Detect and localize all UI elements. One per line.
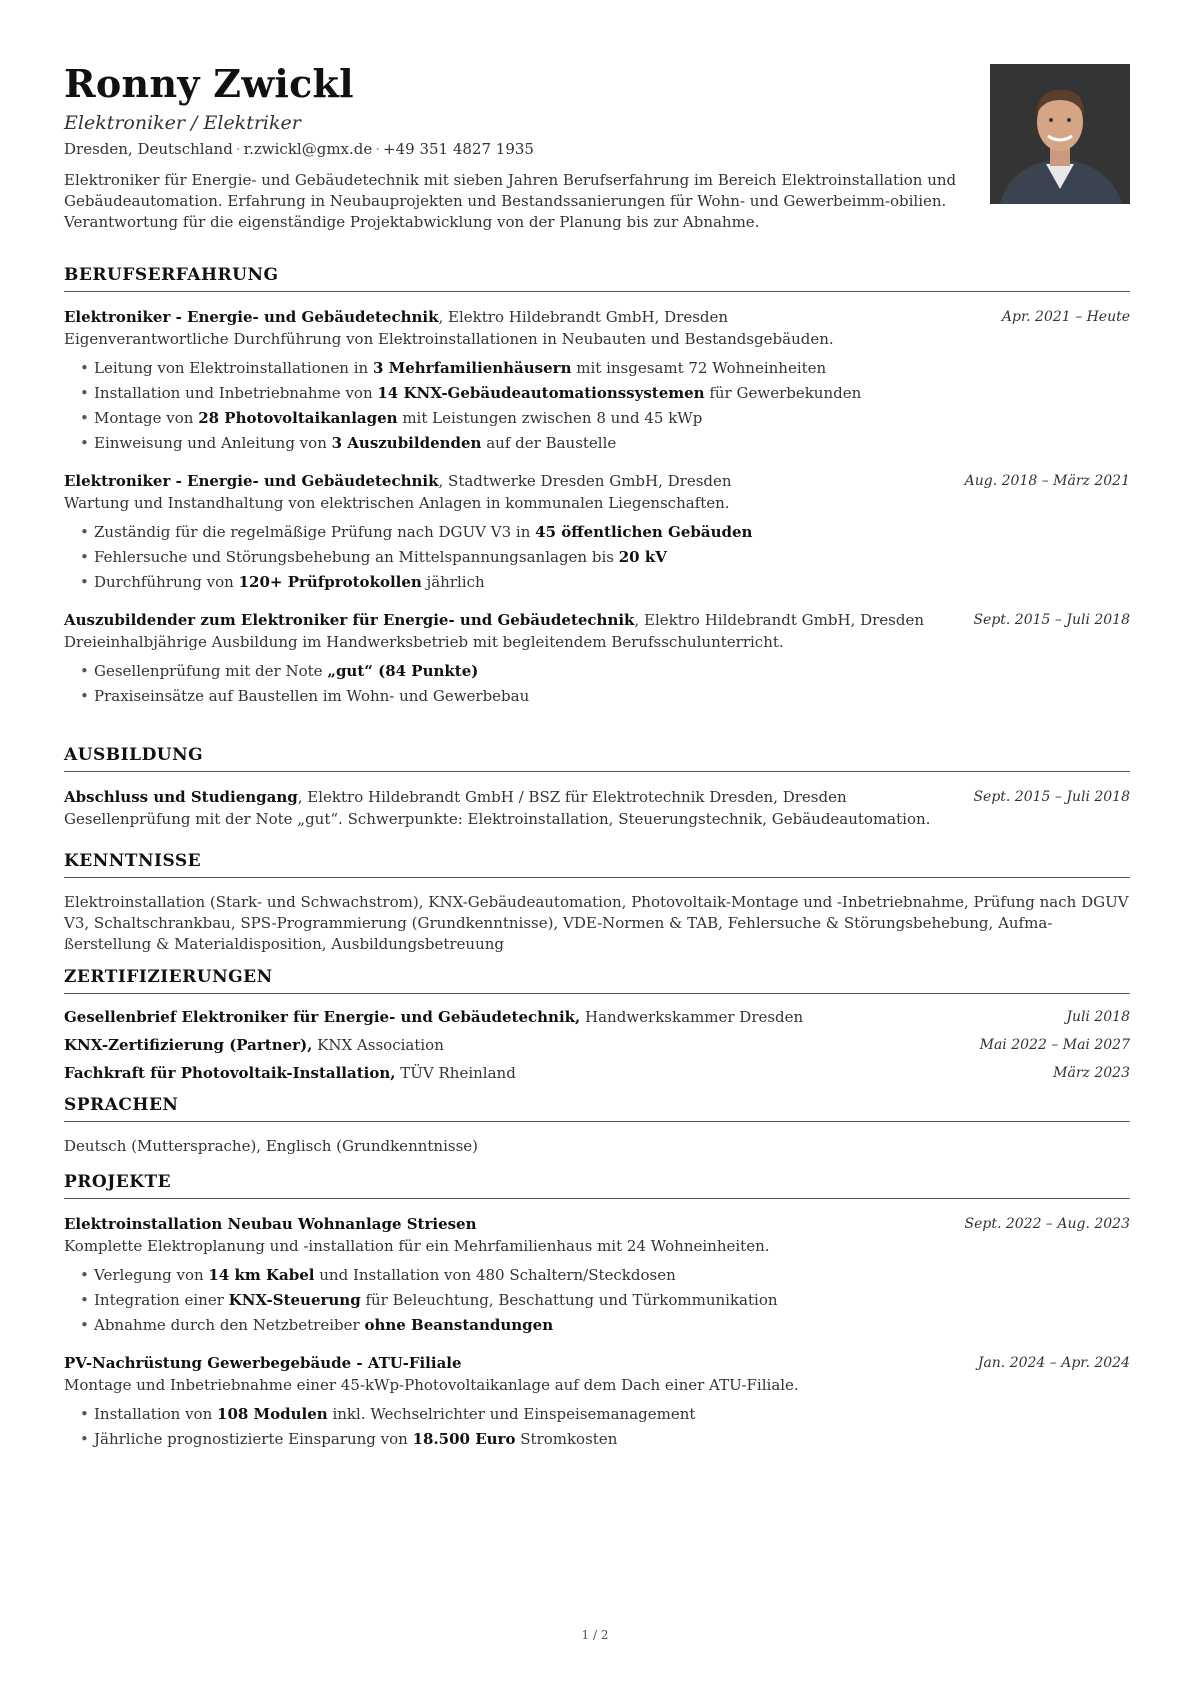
section-heading-languages: SPRACHEN <box>64 1095 1130 1122</box>
profile-summary: Elektroniker für Energie- und Gebäudetechnik mit sieben Jahren Berufserfahrung im Bereich Elektroinstallation und Gebäudeautomation. Erfahrung in Neubauprojekten und Bestandssanierungen für Wohn- und Gewerbeimm-obilien. Verantwortung für die eigenständige Projektabwicklung von der Planung bis zur Abnahme. <box>64 171 957 231</box>
certification-issuer: Handwerkskammer Dresden <box>580 1008 804 1026</box>
resume-page <box>64 61 1130 1448</box>
email-link[interactable]: r.zwickl@gmx.de <box>243 140 373 158</box>
education-description: Gesellenprüfung mit der Note „gut“. Schwerpunkte: Elektroinstallation, Steuerungstechnik, Gebäudeautomation. <box>64 810 931 828</box>
bullet-item: • Montage von 28 Photovoltaikanlagen mit Leistungen zwischen 8 und 45 kWp <box>94 406 1130 431</box>
job-date: Sept. 2015 – Juli 2018 <box>973 612 1130 628</box>
education-entry <box>64 786 1130 830</box>
job-description: Dreieinhalbjährige Ausbildung im Handwerksbetrieb mit begleitendem Berufsschulunterricht. <box>64 633 784 651</box>
certification-name: Gesellenbrief Elektroniker für Energie- und Gebäudetechnik, <box>64 1008 581 1026</box>
languages-text: Deutsch (Muttersprache), Englisch (Grundkenntnisse) <box>64 1137 478 1155</box>
section-heading-projects: PROJEKTE <box>64 1172 1130 1199</box>
certifications-section <box>64 967 1130 1084</box>
bullet-item: • Jährliche prognostizierte Einsparung von 18.500 Euro Stromkosten <box>94 1427 1130 1452</box>
project-date: Sept. 2022 – Aug. 2023 <box>964 1216 1130 1232</box>
bullet-item: • Integration einer KNX-Steuerung für Beleuchtung, Beschattung und Türkommunikation <box>94 1288 1130 1313</box>
degree: Abschluss und Studiengang <box>64 788 298 806</box>
bullet-item: • Installation von 108 Modulen inkl. Wechselrichter und Einspeisemanagement <box>94 1402 1130 1427</box>
project-description: Komplette Elektroplanung und -installation für ein Mehrfamilienhaus mit 24 Wohneinheiten. <box>64 1237 770 1255</box>
page-number: 1 / 2 <box>581 1628 609 1642</box>
project-bullets <box>64 1402 1130 1452</box>
bullet-item: • Abnahme durch den Netzbetreiber ohne Beanstandungen <box>94 1313 1130 1338</box>
certification-issuer: KNX Association <box>312 1036 444 1054</box>
education-section <box>64 745 1130 830</box>
job-company: , Elektro Hildebrandt GmbH, Dresden <box>634 611 924 629</box>
bullet-item: • Fehlersuche und Störungsbehebung an Mittelspannungsanlagen bis 20 kV <box>94 545 1130 570</box>
bullet-item: • Verlegung von 14 km Kabel und Installation von 480 Schaltern/Steckdosen <box>94 1263 1130 1288</box>
candidate-name: Ronny Zwickl <box>64 61 354 106</box>
job-entry <box>64 609 1130 709</box>
contact-line: Dresden, Deutschland · r.zwickl@gmx.de · +49 351 4827 1935 <box>64 140 534 158</box>
education-date: Sept. 2015 – Juli 2018 <box>973 789 1130 805</box>
certification-name: Fachkraft für Photovoltaik-Installation, <box>64 1064 396 1082</box>
bullet-item: • Durchführung von 120+ Prüfprotokollen jährlich <box>94 570 1130 595</box>
certification-item <box>64 1034 1130 1056</box>
bullet-item: • Einweisung und Anleitung von 3 Auszubildenden auf der Baustelle <box>94 431 1130 456</box>
bullet-item: • Zuständig für die regelmäßige Prüfung nach DGUV V3 in 45 öffentlichen Gebäuden <box>94 520 1130 545</box>
profile-photo <box>990 64 1130 204</box>
certification-name: KNX-Zertifizierung (Partner), <box>64 1036 313 1054</box>
certification-item <box>64 1006 1130 1028</box>
section-heading-skills: KENNTNISSE <box>64 851 1130 878</box>
job-company: , Elektro Hildebrandt GmbH, Dresden <box>438 308 729 326</box>
skills-section <box>64 851 1130 955</box>
location: Dresden, Deutschland <box>64 140 233 158</box>
section-heading-education: AUSBILDUNG <box>64 745 1130 772</box>
bullet-item: • Installation und Inbetriebnahme von 14 KNX-Gebäudeautomationssystemen für Gewerbekunden <box>94 381 1130 406</box>
job-role: Elektroniker - Energie- und Gebäudetechnik <box>64 472 439 490</box>
job-date: Aug. 2018 – März 2021 <box>964 473 1130 489</box>
skills-text: Elektroinstallation (Stark- und Schwachstrom), KNX-Gebäudeautomation, Photovoltaik-Montage und -Inbetriebnahme, Prüfung nach DGUV V3, Schaltschrankbau, SPS-Programmierung (Grundkenntnisse), VDE-Normen & TAB, Fehlersuche & Störungsbehebung, Aufma-ßerstellung & Materialdisposition, Ausbildungsbetreuung <box>64 893 1129 953</box>
institution: , Elektro Hildebrandt GmbH / BSZ für Elektrotechnik Dresden, Dresden <box>297 788 847 806</box>
resume-header <box>64 62 1130 252</box>
job-description: Wartung und Instandhaltung von elektrischen Anlagen in kommunalen Liegenschaften. <box>64 494 730 512</box>
job-description: Eigenverantwortliche Durchführung von Elektroinstallationen in Neubauten und Bestandsgebäuden. <box>64 330 834 348</box>
job-title: Elektroniker / Elektriker <box>64 112 301 134</box>
job-bullets <box>64 356 1130 456</box>
section-heading-certifications: ZERTIFIZIERUNGEN <box>64 967 1130 994</box>
phone-number: +49 351 4827 1935 <box>383 140 534 158</box>
job-company: , Stadtwerke Dresden GmbH, Dresden <box>438 472 732 490</box>
languages-section <box>64 1095 1130 1157</box>
certification-date: März 2023 <box>1053 1065 1130 1081</box>
project-bullets <box>64 1263 1130 1338</box>
project-description: Montage und Inbetriebnahme einer 45-kWp-Photovoltaikanlage auf dem Dach einer ATU-Filiale. <box>64 1376 799 1394</box>
certification-item <box>64 1062 1130 1084</box>
job-date: Apr. 2021 – Heute <box>1001 309 1130 325</box>
experience-section <box>64 265 1130 709</box>
project-date: Jan. 2024 – Apr. 2024 <box>977 1355 1130 1371</box>
job-entry <box>64 306 1130 456</box>
job-bullets <box>64 659 1130 709</box>
job-role: Elektroniker - Energie- und Gebäudetechnik <box>64 308 439 326</box>
section-heading-experience: BERUFSERFAHRUNG <box>64 265 1130 292</box>
project-title: PV-Nachrüstung Gewerbegebäude - ATU-Filiale <box>64 1354 462 1372</box>
certification-date: Mai 2022 – Mai 2027 <box>979 1037 1130 1053</box>
certification-issuer: TÜV Rheinland <box>395 1064 516 1082</box>
projects-section <box>64 1172 1130 1452</box>
bullet-item: • Leitung von Elektroinstallationen in 3 Mehrfamilienhäusern mit insgesamt 72 Wohneinheiten <box>94 356 1130 381</box>
project-title: Elektroinstallation Neubau Wohnanlage Striesen <box>64 1215 477 1233</box>
project-entry <box>64 1352 1130 1452</box>
job-role: Auszubildender zum Elektroniker für Energie- und Gebäudetechnik <box>64 611 635 629</box>
job-bullets <box>64 520 1130 595</box>
job-entry <box>64 470 1130 595</box>
certification-date: Juli 2018 <box>1066 1009 1130 1025</box>
bullet-item: • Praxiseinsätze auf Baustellen im Wohn- und Gewerbebau <box>94 684 1130 709</box>
bullet-item: • Gesellenprüfung mit der Note „gut“ (84 Punkte) <box>94 659 1130 684</box>
project-entry <box>64 1213 1130 1338</box>
